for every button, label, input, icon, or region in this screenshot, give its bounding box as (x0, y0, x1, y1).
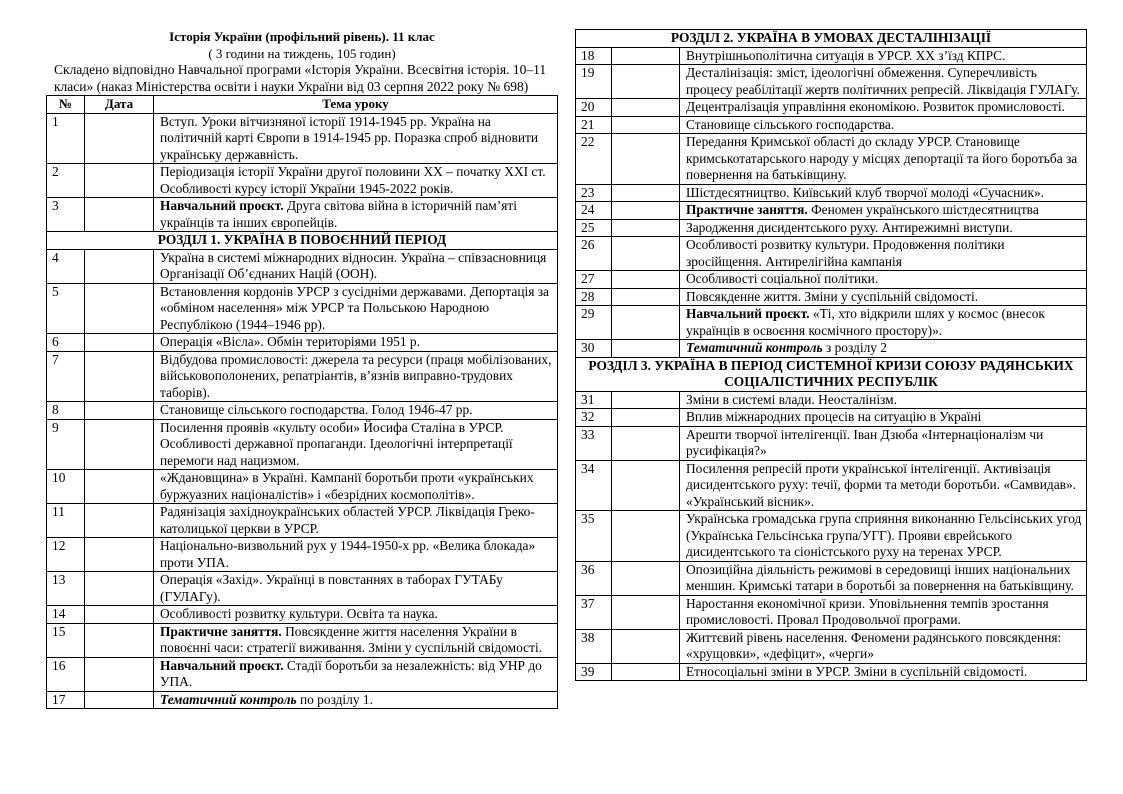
lesson-topic (154, 334, 558, 352)
topic-text: Вступ. Уроки вітчизняної історії 1914-1945 рр. Україна на політичній карті Європи в 1914-1945 рр. Поразка спроб відновити українську державність. (160, 113, 539, 162)
topic-text: Феномен українського шістдесятництва (807, 202, 1039, 217)
lesson-date (85, 623, 154, 657)
lesson-topic (154, 419, 558, 470)
lesson-date (612, 237, 680, 271)
lesson-topic (154, 402, 558, 420)
lesson-date (85, 538, 154, 572)
lesson-number: 36 (576, 561, 612, 595)
topic-text: Життєвий рівень населення. Феномени радянського повсякдення: «хрущовки», «дефіцит», «черги» (686, 629, 1062, 661)
lesson-date (612, 271, 680, 289)
lesson-topic (154, 538, 558, 572)
lesson-topic (680, 409, 1087, 427)
table-row (576, 511, 1087, 562)
lesson-date (612, 306, 680, 340)
table-row (576, 306, 1087, 340)
right-column (575, 29, 1087, 681)
topic-text: Становище сільського господарства. Голод 1946-47 рр. (160, 402, 473, 417)
lesson-number: 32 (576, 409, 612, 427)
lesson-date (85, 164, 154, 198)
topic-text: Опозиційна діяльність режимові в середовищі інших національних меншин. Кримські татари в боротьбі за повернення на батьківщину. (686, 561, 1074, 593)
table-row (47, 402, 558, 420)
lesson-topic (154, 691, 558, 709)
topic-text: Радянізація західноукраїнських областей УРСР. Ліквідація Греко-католицької церкви в УРСР. (160, 504, 535, 536)
lesson-topic (680, 340, 1087, 358)
lesson-date (85, 504, 154, 538)
table-row (47, 164, 558, 198)
topic-text: Друга світова війна в історичній пам’яті українців та інших європейців. (160, 198, 517, 230)
lesson-topic (680, 47, 1087, 65)
lesson-number: 5 (47, 283, 85, 334)
topic-text: Тематичний контроль (686, 340, 823, 355)
lesson-date (85, 198, 154, 232)
lesson-number: 28 (576, 288, 612, 306)
lesson-topic (154, 470, 558, 504)
lesson-number: 34 (576, 460, 612, 511)
lesson-topic (154, 657, 558, 691)
lesson-date (612, 663, 680, 681)
lesson-number: 8 (47, 402, 85, 420)
table-row (47, 657, 558, 691)
topic-text: Відбудова промисловості: джерела та ресурси (праця мобілізованих, військовополонених, репатріантів, в’язнів виправно-трудових таборів). (160, 351, 552, 400)
topic-text: Встановлення кордонів УРСР з сусідніми державами. Депортація за «обміном населення» між УРСР та Польською Народною Республікою (1944–1946 рр). (160, 283, 549, 332)
lesson-topic (154, 623, 558, 657)
lesson-number: 9 (47, 419, 85, 470)
lesson-date (85, 351, 154, 402)
header-date: Дата (85, 96, 154, 114)
lesson-date (612, 511, 680, 562)
table-row (576, 219, 1087, 237)
lesson-number: 3 (47, 198, 85, 232)
lesson-number: 24 (576, 202, 612, 220)
topic-text: Стадії боротьби за незалежність: від УНР до УПА. (160, 657, 542, 689)
table-row (576, 460, 1087, 511)
table-row (576, 271, 1087, 289)
lesson-number: 39 (576, 663, 612, 681)
document-header (46, 28, 558, 62)
left-table-body (47, 113, 558, 709)
header-topic: Тема уроку (154, 96, 558, 114)
lesson-number: 35 (576, 511, 612, 562)
topic-text: Навчальний проєкт. (160, 198, 284, 213)
lesson-number: 23 (576, 184, 612, 202)
table-row (47, 249, 558, 283)
table-row (576, 202, 1087, 220)
topic-text: Вплив міжнародних процесів на ситуацію в Україні (686, 409, 982, 424)
table-row (576, 116, 1087, 134)
lesson-number: 13 (47, 572, 85, 606)
lesson-number: 6 (47, 334, 85, 352)
topic-text: Тематичний контроль (160, 691, 297, 707)
table-row (576, 237, 1087, 271)
section-heading: РОЗДІЛ 1. УКРАЇНА В ПОВОЄННИЙ ПЕРІОД (47, 232, 558, 250)
lesson-date (612, 47, 680, 65)
lesson-topic (680, 271, 1087, 289)
table-row (576, 663, 1087, 681)
topic-text: Україна в системі міжнародних відносин. Україна – співзасновниця Організації Об’єднаних Націй (ООН). (160, 249, 547, 281)
topic-text: Децентралізація управління економікою. Розвиток промисловості. (686, 99, 1065, 114)
lesson-date (85, 402, 154, 420)
section-row (576, 30, 1087, 48)
topic-text: Українська громадська група сприяння виконанню Гельсінських угод (Українська Гельсінська група/УГГ). Прояви єврейського дисидентського та сіоністського руху на теренах УРСР. (686, 511, 1082, 559)
lesson-date (85, 470, 154, 504)
section-row (576, 357, 1087, 391)
lesson-number: 26 (576, 237, 612, 271)
lesson-number: 38 (576, 629, 612, 663)
table-row (47, 419, 558, 470)
topic-text: з розділу 2 (822, 340, 888, 355)
topic-text: Навчальний проєкт. (686, 306, 810, 321)
table-header-row (47, 96, 558, 114)
topic-text: Десталінізація: зміст, ідеологічні обмеження. Суперечливість процесу реабілітації жертв політичних репресій. Ліквідація ГУЛАГу. (686, 65, 1080, 97)
lesson-number: 16 (47, 657, 85, 691)
topic-text: Становище сільського господарства. (686, 116, 895, 132)
lesson-date (85, 334, 154, 352)
lesson-number: 7 (47, 351, 85, 402)
table-row (576, 340, 1087, 358)
table-row (47, 113, 558, 164)
lesson-date (612, 561, 680, 595)
lesson-topic (680, 426, 1087, 460)
lesson-topic (680, 237, 1087, 271)
lesson-date (85, 572, 154, 606)
lesson-number: 20 (576, 99, 612, 117)
lesson-number: 30 (576, 340, 612, 358)
lesson-date (612, 116, 680, 134)
topic-text: Посилення репресій проти української інтелігенції. Активізація дисидентського руху: течії, форми та методи боротьби. «Самвидав». «Український вісник». (686, 460, 1077, 509)
lesson-date (612, 184, 680, 202)
lesson-topic (680, 219, 1087, 237)
lesson-topic (680, 595, 1087, 629)
topic-text: «Ті, хто відкрили шлях у космос (внесок українців в освоєння космічного простору)». (686, 306, 1045, 338)
lesson-date (85, 283, 154, 334)
topic-text: Передання Кримської області до складу УРСР. Становище кримськотатарського народу у місцях депортації та його боротьба за повернення на батьківщину. (686, 134, 1078, 182)
lesson-number: 12 (47, 538, 85, 572)
table-row (47, 572, 558, 606)
lesson-number: 11 (47, 504, 85, 538)
lesson-date (85, 113, 154, 164)
topic-text: Повсякденне життя населення України в повоєнні часи: стратегії виживання. Зміни у суспільній свідомості. (160, 623, 543, 655)
lesson-number: 14 (47, 606, 85, 624)
lesson-topic (680, 561, 1087, 595)
lesson-topic (154, 249, 558, 283)
lesson-number: 10 (47, 470, 85, 504)
topic-text: Зміни в системі влади. Неосталінізм. (686, 391, 897, 407)
lesson-number: 21 (576, 116, 612, 134)
lesson-topic (154, 113, 558, 164)
topic-text: Зародження дисидентського руху. Антирежимні виступи. (686, 219, 1013, 235)
table-row (576, 65, 1087, 99)
table-row (576, 426, 1087, 460)
lesson-topic (680, 184, 1087, 202)
lesson-topic (154, 572, 558, 606)
lesson-number: 1 (47, 113, 85, 164)
section-heading: РОЗДІЛ 2. УКРАЇНА В УМОВАХ ДЕСТАЛІНІЗАЦІЇ (576, 30, 1087, 48)
lesson-number: 27 (576, 271, 612, 289)
topic-text: Внутрішньополітична ситуація в УРСР. ХХ з’їзд КПРС. (686, 47, 1006, 63)
table-row (576, 595, 1087, 629)
table-row (576, 184, 1087, 202)
topic-text: Операція «Вісла». Обмін територіями 1951 р. (160, 334, 420, 349)
lesson-date (85, 657, 154, 691)
lesson-date (85, 606, 154, 624)
lesson-date (85, 249, 154, 283)
topic-text: «Ждановщина» в Україні. Кампанії боротьби проти «українських буржуазних націоналістів» і «безрідних космополітів». (160, 470, 534, 502)
lesson-topic (154, 283, 558, 334)
lesson-number: 15 (47, 623, 85, 657)
topic-text: Операція «Захід». Українці в повстаннях в таборах ГУТАБу (ГУЛАГу). (160, 572, 503, 604)
lesson-number: 37 (576, 595, 612, 629)
lesson-table-left (46, 95, 558, 709)
lesson-date (612, 460, 680, 511)
table-row (576, 629, 1087, 663)
section-heading: РОЗДІЛ 3. УКРАЇНА В ПЕРІОД СИСТЕМНОЇ КРИЗИ СОЮЗУ РАДЯНСЬКИХ СОЦІАЛІСТИЧНИХ РЕСПУБЛІК (576, 357, 1087, 391)
lesson-date (612, 595, 680, 629)
topic-text: Навчальний проєкт. (160, 657, 284, 673)
lesson-number: 29 (576, 306, 612, 340)
table-row (576, 409, 1087, 427)
lesson-number: 18 (576, 47, 612, 65)
table-row (576, 47, 1087, 65)
table-row (47, 351, 558, 402)
header-num: № (47, 96, 85, 114)
table-row (47, 606, 558, 624)
lesson-topic (680, 202, 1087, 220)
document-title: Історія України (профільний рівень). 11 клас (169, 29, 435, 44)
table-row (576, 391, 1087, 409)
lesson-number: 25 (576, 219, 612, 237)
lesson-table-right (575, 29, 1087, 681)
table-row (47, 538, 558, 572)
program-note: Складено відповідно Навчальної програми «Історія України. Всесвітня історія. 10–11 класи» (наказ Міністерства освіти і науки України від 03 серпня 2022 року № 698) (54, 62, 547, 94)
lesson-number: 19 (576, 65, 612, 99)
topic-text: Періодизація історії України другої половини ХХ – початку ХХІ ст. Особливості курсу історії України 1945-2022 років. (160, 164, 546, 196)
topic-text: Практичне заняття. (160, 623, 282, 639)
topic-text: Посилення проявів «культу особи» Йосифа Сталіна в УРСР. Особливості державної пропаганди. Ідеологічні інтерпретації перемоги над нацизмом. (160, 419, 513, 468)
lesson-number: 4 (47, 249, 85, 283)
topic-text: Наростання економічної кризи. Уповільнення темпів зростання промисловості. Провал Продовольчої програми. (686, 595, 1049, 627)
table-row (47, 198, 558, 232)
lesson-date (612, 134, 680, 185)
topic-text: Етносоціальні зміни в УРСР. Зміни в суспільній свідомості. (686, 663, 1028, 679)
topic-text: Арешти творчої інтелігенції. Іван Дзюба «Інтернаціоналізм чи русифікація?» (686, 426, 1044, 458)
lesson-date (612, 340, 680, 358)
topic-text: Національно-визвольний рух у 1944-1950-х рр. «Велика блокада» проти УПА. (160, 538, 536, 570)
table-row (576, 134, 1087, 185)
table-row (47, 334, 558, 352)
lesson-date (612, 202, 680, 220)
lesson-date (612, 219, 680, 237)
lesson-topic (154, 164, 558, 198)
table-row (47, 283, 558, 334)
topic-text: Шістдесятництво. Київський клуб творчої молоді «Сучасник». (686, 184, 1045, 200)
lesson-date (612, 99, 680, 117)
lesson-date (612, 288, 680, 306)
section-row (47, 232, 558, 250)
lesson-number: 2 (47, 164, 85, 198)
lesson-date (612, 409, 680, 427)
table-row (576, 288, 1087, 306)
topic-text: Особливості соціальної політики. (686, 271, 879, 286)
lesson-topic (680, 391, 1087, 409)
lesson-number: 17 (47, 691, 85, 709)
lesson-topic (680, 511, 1087, 562)
topic-text: по розділу 1. (296, 691, 373, 707)
topic-text: Особливості розвитку культури. Освіта та наука. (160, 606, 438, 621)
lesson-topic (680, 65, 1087, 99)
lesson-topic (154, 198, 558, 232)
lesson-topic (154, 351, 558, 402)
table-row (47, 691, 558, 709)
lesson-topic (680, 663, 1087, 681)
lesson-number: 31 (576, 391, 612, 409)
topic-text: Практичне заняття. (686, 202, 808, 217)
lesson-number: 22 (576, 134, 612, 185)
lesson-topic (680, 460, 1087, 511)
right-table-body (576, 30, 1087, 681)
lesson-topic (680, 306, 1087, 340)
lesson-date (612, 629, 680, 663)
topic-text: Повсякденне життя. Зміни у суспільній свідомості. (686, 288, 979, 304)
lesson-date (612, 426, 680, 460)
lesson-topic (680, 99, 1087, 117)
table-row (576, 99, 1087, 117)
lesson-date (85, 691, 154, 709)
lesson-number: 33 (576, 426, 612, 460)
topic-text: Особливості розвитку культури. Продовження політики зросійщення. Антирелігійна кампанія (686, 237, 1005, 269)
lesson-topic (680, 116, 1087, 134)
lesson-topic (680, 134, 1087, 185)
table-row (47, 623, 558, 657)
lesson-topic (680, 629, 1087, 663)
hours-line: ( 3 години на тиждень, 105 годин) (208, 46, 396, 61)
lesson-topic (154, 606, 558, 624)
left-column (46, 28, 558, 709)
lesson-date (85, 419, 154, 470)
table-row (47, 504, 558, 538)
table-row (47, 470, 558, 504)
lesson-topic (680, 288, 1087, 306)
lesson-date (612, 65, 680, 99)
table-row (576, 561, 1087, 595)
lesson-date (612, 391, 680, 409)
lesson-topic (154, 504, 558, 538)
